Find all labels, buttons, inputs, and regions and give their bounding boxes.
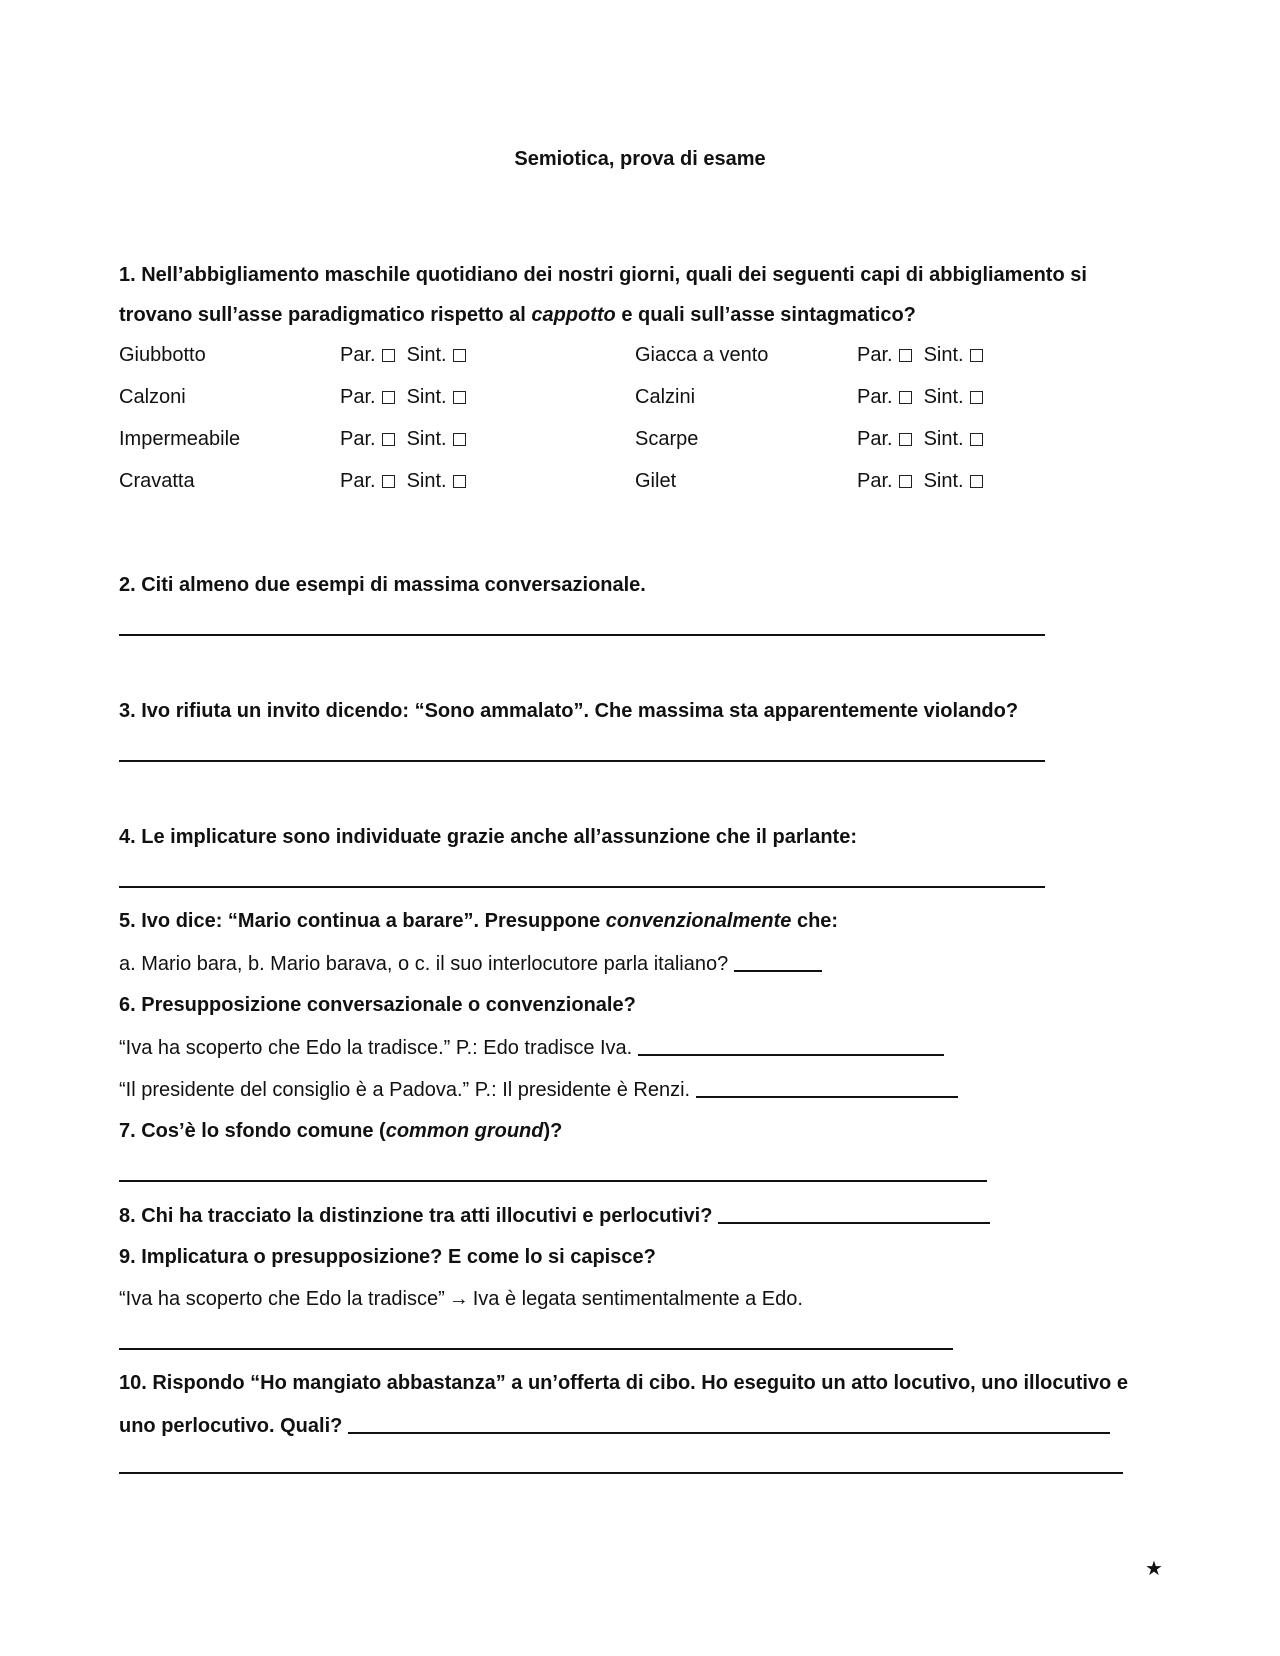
sint-option: Sint. (407, 468, 466, 494)
q1-item-options (340, 342, 466, 368)
q2-text: 2. Citi almeno due esempi di massima conversazionale. (119, 574, 646, 596)
q5-text (119, 908, 838, 934)
par-option: Par. (857, 468, 912, 494)
q1-item-options (857, 468, 983, 494)
q9-example-pre: “Iva ha scoperto che Edo la tradisce” (119, 1288, 445, 1310)
sint-checkbox[interactable] (970, 391, 983, 404)
q1-item-label: Giacca a vento (635, 344, 769, 366)
q5-answer-blank[interactable] (734, 950, 822, 972)
q9-answer-line[interactable] (119, 1348, 953, 1350)
sint-checkbox[interactable] (970, 349, 983, 362)
q1-item-options (857, 342, 983, 368)
q6-item1-line (119, 1034, 944, 1061)
q10-text-line1: 10. Rispondo “Ho mangiato abbastanza” a un’offerta di cibo. Ho eseguito un atto locutivo, uno illocutivo e (119, 1372, 1128, 1394)
sint-checkbox[interactable] (453, 349, 466, 362)
q6-item2-line (119, 1076, 958, 1103)
q5-text-em: convenzionalmente (605, 910, 792, 932)
q5-text-pre: 5. Ivo dice: “Mario continua a barare”. Presuppone (119, 910, 606, 932)
q7-text-post: )? (543, 1120, 563, 1142)
q8-text: 8. Chi ha tracciato la distinzione tra atti illocutivi e perlocutivi? (119, 1205, 713, 1227)
q1-item-label: Calzoni (119, 386, 186, 408)
q1-item-label: Scarpe (635, 428, 699, 450)
q1-item-label: Gilet (635, 470, 677, 492)
q1-item-label: Cravatta (119, 470, 195, 492)
q1-text-pre: trovano sull’asse paradigmatico rispetto al (119, 304, 532, 326)
q1-item-options (340, 468, 466, 494)
q9-text: 9. Implicatura o presupposizione? E come lo si capisce? (119, 1246, 656, 1268)
star-icon: ★ (1145, 1558, 1163, 1580)
q5-text-post: che: (791, 910, 839, 932)
q10-answer-blank[interactable] (348, 1412, 1110, 1434)
q7-text-pre: 7. Cos’è lo sfondo comune ( (119, 1120, 386, 1142)
q1-text-line1: 1. Nell’abbigliamento maschile quotidiano dei nostri giorni, quali dei seguenti capi di abbigliamento si (119, 264, 1087, 286)
q1-item-options (857, 384, 983, 410)
q3-text: 3. Ivo rifiuta un invito dicendo: “Sono ammalato”. Che massima sta apparentemente violando? (119, 700, 1019, 722)
par-option: Par. (340, 426, 395, 452)
q10-text-line2 (119, 1412, 1110, 1439)
sint-checkbox[interactable] (453, 391, 466, 404)
q8-line (119, 1202, 990, 1229)
q1-item-label: Calzini (635, 386, 696, 408)
q6-item1: “Iva ha scoperto che Edo la tradisce.” P.: Edo tradisce Iva. (119, 1037, 633, 1059)
sint-checkbox[interactable] (970, 475, 983, 488)
q9-example (119, 1286, 803, 1312)
sint-option: Sint. (924, 384, 983, 410)
q7-text (119, 1118, 562, 1144)
q6-item1-answer-blank[interactable] (638, 1034, 944, 1056)
sint-option: Sint. (407, 384, 466, 410)
par-checkbox[interactable] (899, 475, 912, 488)
q1-item-label: Impermeabile (119, 428, 241, 450)
q1-text-em: cappotto (531, 304, 616, 326)
page-title: Semiotica, prova di esame (514, 148, 766, 170)
par-option: Par. (340, 468, 395, 494)
q1-item-label: Giubbotto (119, 344, 206, 366)
q4-answer-line[interactable] (119, 886, 1045, 888)
par-option: Par. (857, 426, 912, 452)
q1-text-line2 (119, 302, 916, 328)
par-checkbox[interactable] (899, 349, 912, 362)
par-option: Par. (340, 342, 395, 368)
q5-options: a. Mario bara, b. Mario barava, o c. il suo interlocutore parla italiano? (119, 953, 729, 975)
par-option: Par. (857, 342, 912, 368)
q1-text-post: e quali sull’asse sintagmatico? (615, 304, 916, 326)
q6-item2: “Il presidente del consiglio è a Padova.” P.: Il presidente è Renzi. (119, 1079, 691, 1101)
par-checkbox[interactable] (382, 349, 395, 362)
sint-checkbox[interactable] (453, 475, 466, 488)
q8-answer-blank[interactable] (718, 1202, 990, 1224)
q6-item2-answer-blank[interactable] (696, 1076, 958, 1098)
q9-example-post: Iva è legata sentimentalmente a Edo. (472, 1288, 803, 1310)
q1-item-options (340, 426, 466, 452)
q4-text: 4. Le implicature sono individuate grazie anche all’assunzione che il parlante: (119, 826, 857, 848)
sint-checkbox[interactable] (453, 433, 466, 446)
sint-checkbox[interactable] (970, 433, 983, 446)
sint-option: Sint. (924, 426, 983, 452)
sint-option: Sint. (924, 468, 983, 494)
q3-answer-line[interactable] (119, 760, 1045, 762)
q10-answer-line[interactable] (119, 1472, 1123, 1474)
arrow-right-icon: → (448, 1288, 469, 1310)
q6-text: 6. Presupposizione conversazionale o convenzionale? (119, 994, 636, 1016)
q1-item-options (857, 426, 983, 452)
q10-text-b: uno perlocutivo. Quali? (119, 1415, 343, 1437)
sint-option: Sint. (407, 426, 466, 452)
par-option: Par. (340, 384, 395, 410)
q7-answer-line[interactable] (119, 1180, 987, 1182)
sint-option: Sint. (407, 342, 466, 368)
par-checkbox[interactable] (899, 391, 912, 404)
q5-options-line (119, 950, 822, 977)
q1-item-options (340, 384, 466, 410)
q2-answer-line[interactable] (119, 634, 1045, 636)
par-option: Par. (857, 384, 912, 410)
sint-option: Sint. (924, 342, 983, 368)
par-checkbox[interactable] (382, 433, 395, 446)
q7-text-em: common ground (385, 1120, 544, 1142)
par-checkbox[interactable] (899, 433, 912, 446)
par-checkbox[interactable] (382, 475, 395, 488)
par-checkbox[interactable] (382, 391, 395, 404)
